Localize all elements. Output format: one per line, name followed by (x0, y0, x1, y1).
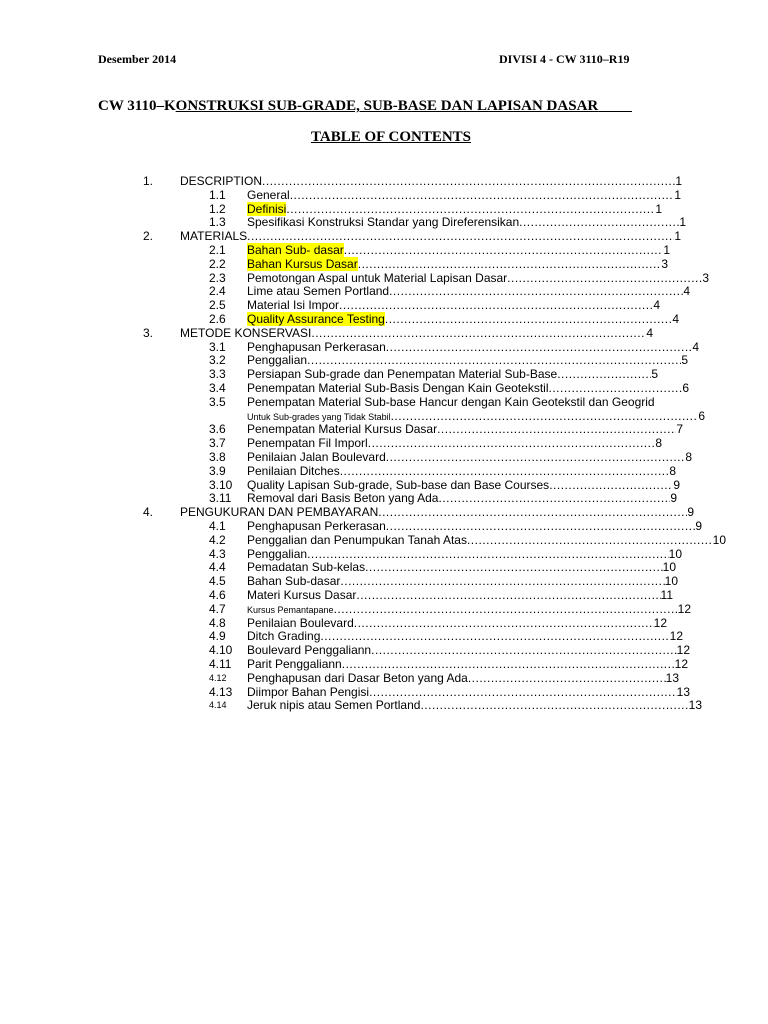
toc-page-number: 1 (675, 174, 682, 188)
toc-entry[interactable] (247, 698, 702, 712)
toc-label: Definisi (247, 201, 287, 216)
toc-row (0, 643, 768, 657)
toc-number: 2.3 (209, 270, 226, 285)
toc-page-number: 4 (692, 339, 699, 354)
toc-leader (365, 560, 663, 574)
toc-leader (557, 367, 651, 381)
toc-entry[interactable] (247, 188, 681, 202)
toc-page-number: 4 (672, 312, 679, 326)
toc-entry[interactable] (247, 312, 679, 326)
toc-page-number: 12 (653, 615, 667, 630)
toc-row (0, 381, 768, 395)
toc-leader (438, 491, 670, 505)
toc-entry[interactable] (247, 671, 679, 685)
toc-page-number: 3 (661, 256, 668, 271)
toc-number: 3.6 (209, 422, 226, 437)
toc-label: Bahan Sub-dasar (247, 574, 341, 589)
toc-page-number: 4 (646, 325, 653, 340)
toc-entry[interactable] (247, 395, 655, 409)
toc-number: 3.5 (209, 394, 226, 409)
toc-page-number: 13 (676, 684, 690, 699)
toc-row (0, 284, 768, 298)
toc-row (0, 257, 768, 271)
document-title (98, 98, 632, 115)
toc-leader (344, 243, 664, 257)
toc-heading: TABLE OF CONTENTS (310, 129, 472, 145)
toc-leader (354, 616, 654, 630)
toc-page-number: 9 (687, 505, 694, 520)
toc-leader (356, 588, 660, 602)
toc-entry[interactable] (247, 271, 709, 285)
document-code: CW 3110–K (98, 98, 176, 114)
toc-leader (437, 422, 676, 436)
toc-label: Pemotongan Aspal untuk Material Lapisan Dasar (247, 270, 508, 285)
toc-number: 3. (143, 325, 154, 340)
toc-leader (389, 284, 683, 298)
toc-row (0, 450, 768, 464)
toc-label: Persiapan Sub-grade dan Penempatan Material Sub-Base (247, 367, 558, 382)
toc-entry[interactable] (247, 629, 683, 643)
toc-label: Penggalian dan Penumpukan Tanah Atas (247, 532, 467, 547)
toc-entry[interactable] (247, 616, 667, 630)
toc-number: 3.7 (209, 436, 226, 451)
toc-number: 3.4 (209, 381, 226, 395)
toc-row (0, 657, 768, 671)
toc-leader (468, 671, 666, 685)
toc-number: 3.2 (209, 353, 226, 368)
toc-entry[interactable] (180, 505, 694, 519)
toc-label: Removal dari Basis Beton yang Ada (247, 491, 439, 506)
toc-row (0, 215, 768, 229)
toc-page-number: 5 (681, 353, 688, 368)
toc-page-number: 8 (669, 463, 676, 478)
toc-label: PENGUKURAN DAN PEMBAYARAN (180, 505, 379, 520)
toc-number: 4.7 (209, 601, 226, 616)
toc-leader (519, 215, 679, 229)
toc-label: Quality Assurance Testing (247, 312, 385, 326)
toc-page-number: 10 (662, 560, 676, 575)
toc-label: Bahan Sub- dasar (247, 243, 344, 257)
toc-label: Penggalian (247, 353, 308, 368)
toc-row (0, 547, 768, 561)
toc-page-number: 11 (660, 588, 673, 602)
header-section: DIVISI 4 - CW 3110–R19 (499, 52, 630, 66)
toc-label: Penempatan Material Sub-Basis Dengan Kain Geotekstil (247, 381, 549, 395)
toc-row (0, 422, 768, 436)
toc-entry[interactable] (247, 519, 702, 533)
toc-number: 4.14 (209, 700, 227, 711)
toc-label: Penilaian Boulevard (247, 615, 354, 630)
toc-label: MATERIALS (180, 229, 248, 244)
toc-label: General (247, 187, 290, 202)
toc-leader (368, 436, 656, 450)
toc-row (0, 188, 768, 202)
toc-number: 1.3 (209, 215, 226, 230)
toc-page-number: 7 (676, 422, 683, 437)
toc-label: Penempatan Material Sub-base Hancur dengan Kain Geotekstil dan Geogrid (247, 394, 655, 409)
toc-number: 3.8 (209, 450, 226, 464)
toc-row (0, 533, 768, 547)
toc-leader (339, 298, 653, 312)
toc-entry[interactable] (247, 588, 673, 602)
toc-row (0, 464, 768, 478)
toc-leader (262, 174, 675, 188)
toc-row (0, 574, 768, 588)
toc-row (0, 326, 768, 340)
toc-entry[interactable] (247, 340, 699, 354)
toc-label: Spesifikasi Konstruksi Standar yang Direferensikan (247, 215, 520, 230)
toc-entry[interactable] (247, 353, 688, 367)
toc-label: Penempatan Fil Imporl (247, 436, 368, 451)
toc-number: 1.2 (209, 201, 226, 216)
toc-row (0, 340, 768, 354)
toc-number: 2.5 (209, 298, 226, 313)
toc-page-number: 9 (670, 491, 677, 506)
toc-label: Lime atau Semen Portland (247, 284, 390, 299)
toc-row (0, 395, 768, 409)
toc-leader (334, 602, 678, 616)
toc-page-number: 13 (688, 698, 702, 713)
toc-label: Bahan Kursus Dasar (247, 256, 358, 271)
toc-entry[interactable] (247, 409, 705, 424)
toc-label: Jeruk nipis atau Semen Portland (247, 698, 421, 713)
toc-row (0, 312, 768, 326)
document-title-text: ONSTRUKSI SUB-GRADE, SUB-BASE DAN LAPISAN DASAR (175, 98, 599, 114)
toc-leader (247, 229, 674, 243)
toc-label: METODE KONSERVASI (180, 325, 312, 340)
toc-leader (340, 574, 664, 588)
toc-label: Ditch Grading (247, 629, 321, 644)
toc-label: Penilaian Ditches (247, 463, 340, 478)
toc-label: Untuk Sub-grades yang Tidak Stabil (247, 411, 391, 422)
toc-page-number: 5 (651, 367, 658, 382)
toc-row (0, 685, 768, 699)
toc-leader (420, 698, 688, 712)
toc-row (0, 353, 768, 367)
toc-page-number: 4 (653, 298, 660, 313)
toc-entry[interactable] (247, 643, 690, 657)
toc-label: Boulevard Penggaliann (247, 643, 372, 658)
toc-label: Penggalian (247, 546, 308, 561)
toc-row (0, 202, 768, 216)
toc-label: Quality Lapisan Sub-grade, Sub-base dan Base Courses (247, 477, 550, 492)
toc-number: 3.3 (209, 367, 226, 382)
toc-number: 4.8 (209, 615, 226, 630)
toc-row (0, 519, 768, 533)
toc-label: Material Isi Impor (247, 298, 340, 313)
toc-page-number: 10 (664, 574, 678, 589)
toc-row (0, 602, 768, 616)
toc-row (0, 616, 768, 630)
toc-leader (507, 271, 702, 285)
toc-entry[interactable] (247, 574, 678, 588)
toc-number: 2. (143, 229, 154, 244)
toc-row (0, 588, 768, 602)
toc-page-number: 12 (674, 657, 688, 671)
toc-label: Pemadatan Sub-kelas (247, 560, 366, 575)
toc-entry[interactable] (247, 450, 692, 464)
toc-page-number: 12 (677, 601, 691, 616)
toc-entry[interactable] (247, 215, 686, 229)
toc-entry[interactable] (247, 284, 690, 298)
toc-entry[interactable] (247, 202, 662, 216)
toc-number: 1. (143, 174, 154, 188)
toc-page-number: 4 (683, 284, 690, 299)
toc-row (0, 436, 768, 450)
toc-page-number: 12 (669, 629, 683, 644)
toc-number: 4.12 (209, 672, 227, 683)
toc-label: Kursus Pemantapane (247, 604, 334, 615)
toc-leader (342, 657, 675, 671)
toc-number: 4.5 (209, 574, 226, 589)
toc-number: 4.11 (209, 657, 232, 671)
toc-number: 4.6 (209, 588, 226, 602)
toc-row (0, 629, 768, 643)
toc-page-number: 1 (663, 243, 670, 257)
toc-entry[interactable] (247, 533, 726, 547)
toc-entry[interactable] (247, 422, 683, 436)
toc-row (0, 367, 768, 381)
toc-page-number: 6 (698, 408, 705, 423)
toc-row (0, 491, 768, 505)
toc-number: 1.1 (209, 187, 226, 202)
toc-leader (467, 533, 713, 547)
toc-entry[interactable] (247, 257, 668, 271)
toc-label: Penempatan Material Kursus Dasar (247, 422, 438, 437)
toc-leader (549, 478, 673, 492)
toc-page-number: 9 (695, 519, 702, 533)
toc-label: Penghapusan dari Dasar Beton yang Ada (247, 670, 468, 685)
toc-page-number: 12 (676, 643, 690, 658)
toc-leader (286, 202, 655, 216)
toc-entry[interactable] (247, 436, 662, 450)
toc-entry[interactable] (247, 547, 682, 561)
toc-number: 3.9 (209, 463, 226, 478)
toc-number: 4.4 (209, 560, 226, 575)
toc-leader (307, 547, 669, 561)
toc-label: Parit Penggaliann (247, 657, 342, 671)
toc-label: Penghapusan Perkerasan (247, 519, 386, 533)
toc-leader (371, 643, 677, 657)
toc-leader (385, 312, 672, 326)
toc-entry[interactable] (247, 478, 680, 492)
toc-number: 3.10 (209, 477, 233, 492)
toc-number: 4.10 (209, 643, 233, 658)
toc-page-number: 9 (673, 477, 680, 492)
toc-number: 3.1 (209, 339, 226, 354)
toc-page-number: 1 (674, 229, 681, 244)
toc-page-number: 10 (668, 546, 682, 561)
toc-number: 4.1 (209, 519, 226, 533)
toc-entry[interactable] (247, 464, 676, 478)
toc-number: 2.2 (209, 256, 226, 271)
toc-page-number: 6 (682, 381, 689, 395)
toc-page-number: 1 (679, 215, 686, 230)
toc-entry[interactable] (180, 229, 681, 243)
toc-number: 4. (143, 505, 154, 520)
toc-entry[interactable] (247, 298, 660, 312)
toc-entry[interactable] (247, 657, 688, 671)
toc-page-number: 1 (674, 187, 681, 202)
toc-page-number: 8 (655, 436, 662, 451)
toc-leader (290, 188, 675, 202)
toc-number: 2.6 (209, 312, 226, 326)
header-date: Desember 2014 (98, 52, 177, 66)
toc-row (0, 698, 768, 712)
toc-leader (386, 450, 686, 464)
toc-number: 4.3 (209, 546, 226, 561)
toc-row (0, 243, 768, 257)
toc-row (0, 409, 768, 423)
toc-entry[interactable] (180, 326, 653, 340)
toc-entry[interactable] (247, 560, 676, 574)
toc-number: 4.9 (209, 629, 226, 644)
toc-page-number: 13 (665, 670, 679, 685)
toc-page-number: 8 (685, 450, 692, 464)
toc-leader (386, 340, 693, 354)
toc-page-number: 1 (655, 201, 662, 216)
toc-number: 2.4 (209, 284, 226, 299)
toc-label: Diimpor Bahan Pengisi (247, 684, 370, 699)
toc-row (0, 174, 768, 188)
toc-leader (320, 629, 669, 643)
toc-entry[interactable] (180, 174, 682, 188)
toc-row (0, 671, 768, 685)
toc-page-number: 10 (712, 532, 726, 547)
toc-label: DESCRIPTION (180, 174, 263, 188)
toc-entry[interactable] (247, 243, 670, 257)
toc-number: 3.11 (209, 491, 232, 506)
toc-row (0, 298, 768, 312)
toc-label: Penilaian Jalan Boulevard (247, 450, 386, 464)
toc-leader (549, 381, 683, 395)
toc-number: 4.13 (209, 684, 233, 699)
toc-number: 2.1 (209, 243, 226, 257)
toc-entry[interactable] (247, 685, 690, 699)
toc-entry[interactable] (247, 602, 691, 617)
toc-leader (358, 257, 662, 271)
toc-leader (311, 326, 646, 340)
toc-leader (369, 685, 677, 699)
toc-leader (307, 353, 681, 367)
toc-row (0, 478, 768, 492)
toc-entry[interactable] (247, 367, 658, 381)
toc-leader (391, 409, 699, 423)
toc-number: 4.2 (209, 532, 226, 547)
toc-leader (386, 519, 696, 533)
toc-row (0, 271, 768, 285)
toc-label: Penghapusan Perkerasan (247, 339, 386, 354)
toc-entry[interactable] (247, 491, 677, 505)
toc-row (0, 505, 768, 519)
toc-leader (340, 464, 670, 478)
toc-page-number: 3 (702, 270, 709, 285)
toc-row (0, 229, 768, 243)
toc-leader (378, 505, 687, 519)
toc-row (0, 560, 768, 574)
toc-label: Materi Kursus Dasar (247, 588, 357, 602)
toc-entry[interactable] (247, 381, 689, 395)
